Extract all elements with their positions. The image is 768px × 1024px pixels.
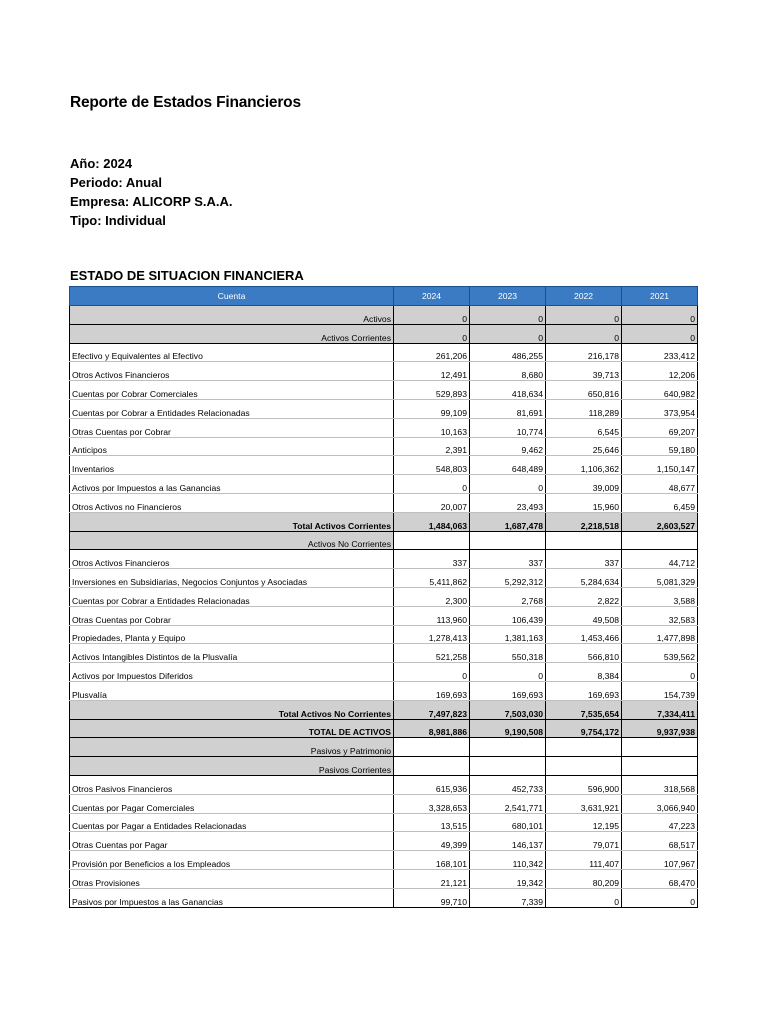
- value-cell: [622, 531, 698, 550]
- account-label: Cuentas por Cobrar a Entidades Relacionadas: [70, 587, 394, 606]
- balance-sheet-table: [69, 286, 698, 908]
- table-row: [70, 531, 698, 550]
- value-cell: 169,693: [394, 681, 470, 700]
- value-cell: 2,603,527: [622, 512, 698, 531]
- value-cell: 5,284,634: [546, 569, 622, 588]
- value-cell: 20,007: [394, 493, 470, 512]
- value-cell: 168,101: [394, 851, 470, 870]
- value-cell: 6,459: [622, 493, 698, 512]
- value-cell: 9,937,938: [622, 719, 698, 738]
- value-cell: 39,713: [546, 362, 622, 381]
- period-line: Periodo: Anual: [70, 175, 162, 190]
- table-row: [70, 851, 698, 870]
- value-cell: 216,178: [546, 343, 622, 362]
- account-label: Otras Cuentas por Pagar: [70, 832, 394, 851]
- value-cell: 3,328,653: [394, 794, 470, 813]
- value-cell: 3,588: [622, 587, 698, 606]
- value-cell: 1,278,413: [394, 625, 470, 644]
- account-label: Inversiones en Subsidiarias, Negocios Conjuntos y Asociadas: [70, 569, 394, 588]
- value-cell: 169,693: [546, 681, 622, 700]
- value-cell: 318,568: [622, 775, 698, 794]
- table-row: [70, 888, 698, 907]
- value-cell: 110,342: [470, 851, 546, 870]
- account-label: Cuentas por Pagar Comerciales: [70, 794, 394, 813]
- value-cell: 49,508: [546, 606, 622, 625]
- table-row: [70, 362, 698, 381]
- table-row: [70, 437, 698, 456]
- header-year: 2024: [394, 287, 470, 306]
- table-row: [70, 625, 698, 644]
- account-label: Activos por Impuestos Diferidos: [70, 663, 394, 682]
- year-line: Año: 2024: [70, 156, 133, 171]
- value-cell: 0: [394, 306, 470, 325]
- value-cell: 0: [470, 324, 546, 343]
- table-row: [70, 794, 698, 813]
- table-row: [70, 606, 698, 625]
- value-cell: 0: [546, 324, 622, 343]
- value-cell: 32,583: [622, 606, 698, 625]
- value-cell: 452,733: [470, 775, 546, 794]
- table-row: [70, 456, 698, 475]
- value-cell: 12,491: [394, 362, 470, 381]
- value-cell: 2,218,518: [546, 512, 622, 531]
- value-cell: 81,691: [470, 399, 546, 418]
- value-cell: 80,209: [546, 869, 622, 888]
- table-header-row: [70, 287, 698, 306]
- value-cell: 44,712: [622, 550, 698, 569]
- value-cell: 615,936: [394, 775, 470, 794]
- value-cell: 154,739: [622, 681, 698, 700]
- value-cell: 680,101: [470, 813, 546, 832]
- value-cell: 640,982: [622, 381, 698, 400]
- value-cell: 23,493: [470, 493, 546, 512]
- value-cell: 337: [394, 550, 470, 569]
- value-cell: 2,768: [470, 587, 546, 606]
- value-cell: 7,503,030: [470, 700, 546, 719]
- value-cell: [470, 531, 546, 550]
- value-cell: 19,342: [470, 869, 546, 888]
- value-cell: 1,453,466: [546, 625, 622, 644]
- value-cell: 337: [470, 550, 546, 569]
- header-year: 2022: [546, 287, 622, 306]
- account-label: TOTAL DE ACTIVOS: [70, 719, 394, 738]
- account-label: Cuentas por Pagar a Entidades Relacionadas: [70, 813, 394, 832]
- value-cell: 8,680: [470, 362, 546, 381]
- value-cell: 0: [622, 888, 698, 907]
- table-row: [70, 644, 698, 663]
- account-label: Activos Intangibles Distintos de la Plusvalía: [70, 644, 394, 663]
- value-cell: 111,407: [546, 851, 622, 870]
- value-cell: 550,318: [470, 644, 546, 663]
- value-cell: 6,545: [546, 418, 622, 437]
- table-row: [70, 719, 698, 738]
- value-cell: [622, 757, 698, 776]
- account-label: Total Activos Corrientes: [70, 512, 394, 531]
- value-cell: 99,109: [394, 399, 470, 418]
- value-cell: 548,803: [394, 456, 470, 475]
- value-cell: 486,255: [470, 343, 546, 362]
- value-cell: 10,163: [394, 418, 470, 437]
- account-label: Activos: [70, 306, 394, 325]
- table-row: [70, 418, 698, 437]
- value-cell: 68,517: [622, 832, 698, 851]
- value-cell: 7,339: [470, 888, 546, 907]
- value-cell: 7,334,411: [622, 700, 698, 719]
- value-cell: 9,754,172: [546, 719, 622, 738]
- value-cell: 1,150,147: [622, 456, 698, 475]
- account-label: Activos Corrientes: [70, 324, 394, 343]
- table-row: [70, 813, 698, 832]
- value-cell: 8,384: [546, 663, 622, 682]
- value-cell: 113,960: [394, 606, 470, 625]
- value-cell: 10,774: [470, 418, 546, 437]
- value-cell: 337: [546, 550, 622, 569]
- value-cell: 12,195: [546, 813, 622, 832]
- value-cell: 5,411,862: [394, 569, 470, 588]
- account-label: Otros Activos no Financieros: [70, 493, 394, 512]
- value-cell: 169,693: [470, 681, 546, 700]
- value-cell: [394, 531, 470, 550]
- table-row: [70, 663, 698, 682]
- header-cuenta: Cuenta: [70, 287, 394, 306]
- table-row: [70, 869, 698, 888]
- account-label: Provisión por Beneficios a los Empleados: [70, 851, 394, 870]
- value-cell: 0: [546, 888, 622, 907]
- value-cell: 39,009: [546, 475, 622, 494]
- account-label: Pasivos Corrientes: [70, 757, 394, 776]
- value-cell: [394, 738, 470, 757]
- value-cell: 7,535,654: [546, 700, 622, 719]
- value-cell: 25,646: [546, 437, 622, 456]
- table-row: [70, 681, 698, 700]
- value-cell: [394, 757, 470, 776]
- value-cell: 99,710: [394, 888, 470, 907]
- value-cell: 0: [470, 306, 546, 325]
- value-cell: 0: [394, 663, 470, 682]
- value-cell: 59,180: [622, 437, 698, 456]
- value-cell: [622, 738, 698, 757]
- account-label: Otras Cuentas por Cobrar: [70, 606, 394, 625]
- table-body: [70, 306, 698, 908]
- value-cell: 0: [622, 306, 698, 325]
- value-cell: 0: [622, 324, 698, 343]
- account-label: Cuentas por Cobrar Comerciales: [70, 381, 394, 400]
- report-meta: [70, 154, 233, 230]
- account-label: Propiedades, Planta y Equipo: [70, 625, 394, 644]
- value-cell: 47,223: [622, 813, 698, 832]
- value-cell: 106,439: [470, 606, 546, 625]
- value-cell: 2,541,771: [470, 794, 546, 813]
- table-row: [70, 738, 698, 757]
- value-cell: 0: [394, 475, 470, 494]
- table-row: [70, 343, 698, 362]
- value-cell: 1,477,898: [622, 625, 698, 644]
- account-label: Anticipos: [70, 437, 394, 456]
- value-cell: [470, 757, 546, 776]
- table-row: [70, 757, 698, 776]
- value-cell: 3,066,940: [622, 794, 698, 813]
- header-year: 2023: [470, 287, 546, 306]
- account-label: Cuentas por Cobrar a Entidades Relacionadas: [70, 399, 394, 418]
- value-cell: 0: [470, 663, 546, 682]
- value-cell: 1,381,163: [470, 625, 546, 644]
- account-label: Total Activos No Corrientes: [70, 700, 394, 719]
- account-label: Otros Activos Financieros: [70, 550, 394, 569]
- table-row: [70, 381, 698, 400]
- account-label: Pasivos por Impuestos a las Ganancias: [70, 888, 394, 907]
- value-cell: 2,300: [394, 587, 470, 606]
- value-cell: 261,206: [394, 343, 470, 362]
- value-cell: 15,960: [546, 493, 622, 512]
- value-cell: 650,816: [546, 381, 622, 400]
- table-row: [70, 832, 698, 851]
- value-cell: [546, 757, 622, 776]
- value-cell: 0: [546, 306, 622, 325]
- table-row: [70, 700, 698, 719]
- value-cell: 9,462: [470, 437, 546, 456]
- company-line: Empresa: ALICORP S.A.A.: [70, 194, 233, 209]
- value-cell: [546, 738, 622, 757]
- value-cell: 0: [394, 324, 470, 343]
- table-row: [70, 475, 698, 494]
- table-row: [70, 306, 698, 325]
- section-title: ESTADO DE SITUACION FINANCIERA: [70, 268, 304, 283]
- value-cell: 48,677: [622, 475, 698, 494]
- value-cell: 373,954: [622, 399, 698, 418]
- value-cell: 0: [622, 663, 698, 682]
- value-cell: 0: [470, 475, 546, 494]
- value-cell: 5,081,329: [622, 569, 698, 588]
- account-label: Otros Activos Financieros: [70, 362, 394, 381]
- type-line: Tipo: Individual: [70, 213, 166, 228]
- value-cell: 3,631,921: [546, 794, 622, 813]
- value-cell: 49,399: [394, 832, 470, 851]
- value-cell: 13,515: [394, 813, 470, 832]
- table-row: [70, 493, 698, 512]
- account-label: Activos por Impuestos a las Ganancias: [70, 475, 394, 494]
- value-cell: 8,981,886: [394, 719, 470, 738]
- value-cell: 12,206: [622, 362, 698, 381]
- value-cell: 539,562: [622, 644, 698, 663]
- value-cell: 2,822: [546, 587, 622, 606]
- value-cell: 107,967: [622, 851, 698, 870]
- value-cell: 648,489: [470, 456, 546, 475]
- table-row: [70, 587, 698, 606]
- value-cell: 521,258: [394, 644, 470, 663]
- account-label: Inventarios: [70, 456, 394, 475]
- value-cell: 5,292,312: [470, 569, 546, 588]
- value-cell: 1,106,362: [546, 456, 622, 475]
- table-row: [70, 775, 698, 794]
- account-label: Plusvalía: [70, 681, 394, 700]
- account-label: Efectivo y Equivalentes al Efectivo: [70, 343, 394, 362]
- value-cell: 9,190,508: [470, 719, 546, 738]
- value-cell: [470, 738, 546, 757]
- value-cell: 118,289: [546, 399, 622, 418]
- account-label: Otras Cuentas por Cobrar: [70, 418, 394, 437]
- value-cell: 21,121: [394, 869, 470, 888]
- table-row: [70, 550, 698, 569]
- account-label: Activos No Corrientes: [70, 531, 394, 550]
- value-cell: 1,687,478: [470, 512, 546, 531]
- account-label: Otras Provisiones: [70, 869, 394, 888]
- value-cell: 529,893: [394, 381, 470, 400]
- account-label: Pasivos y Patrimonio: [70, 738, 394, 757]
- value-cell: 596,900: [546, 775, 622, 794]
- value-cell: 418,634: [470, 381, 546, 400]
- table-row: [70, 399, 698, 418]
- value-cell: 79,071: [546, 832, 622, 851]
- value-cell: 69,207: [622, 418, 698, 437]
- table-row: [70, 569, 698, 588]
- account-label: Otros Pasivos Financieros: [70, 775, 394, 794]
- value-cell: 146,137: [470, 832, 546, 851]
- value-cell: [546, 531, 622, 550]
- value-cell: 1,484,063: [394, 512, 470, 531]
- value-cell: 233,412: [622, 343, 698, 362]
- value-cell: 7,497,823: [394, 700, 470, 719]
- report-title: Reporte de Estados Financieros: [70, 94, 301, 111]
- table-row: [70, 512, 698, 531]
- value-cell: 566,810: [546, 644, 622, 663]
- value-cell: 68,470: [622, 869, 698, 888]
- table-row: [70, 324, 698, 343]
- value-cell: 2,391: [394, 437, 470, 456]
- header-year: 2021: [622, 287, 698, 306]
